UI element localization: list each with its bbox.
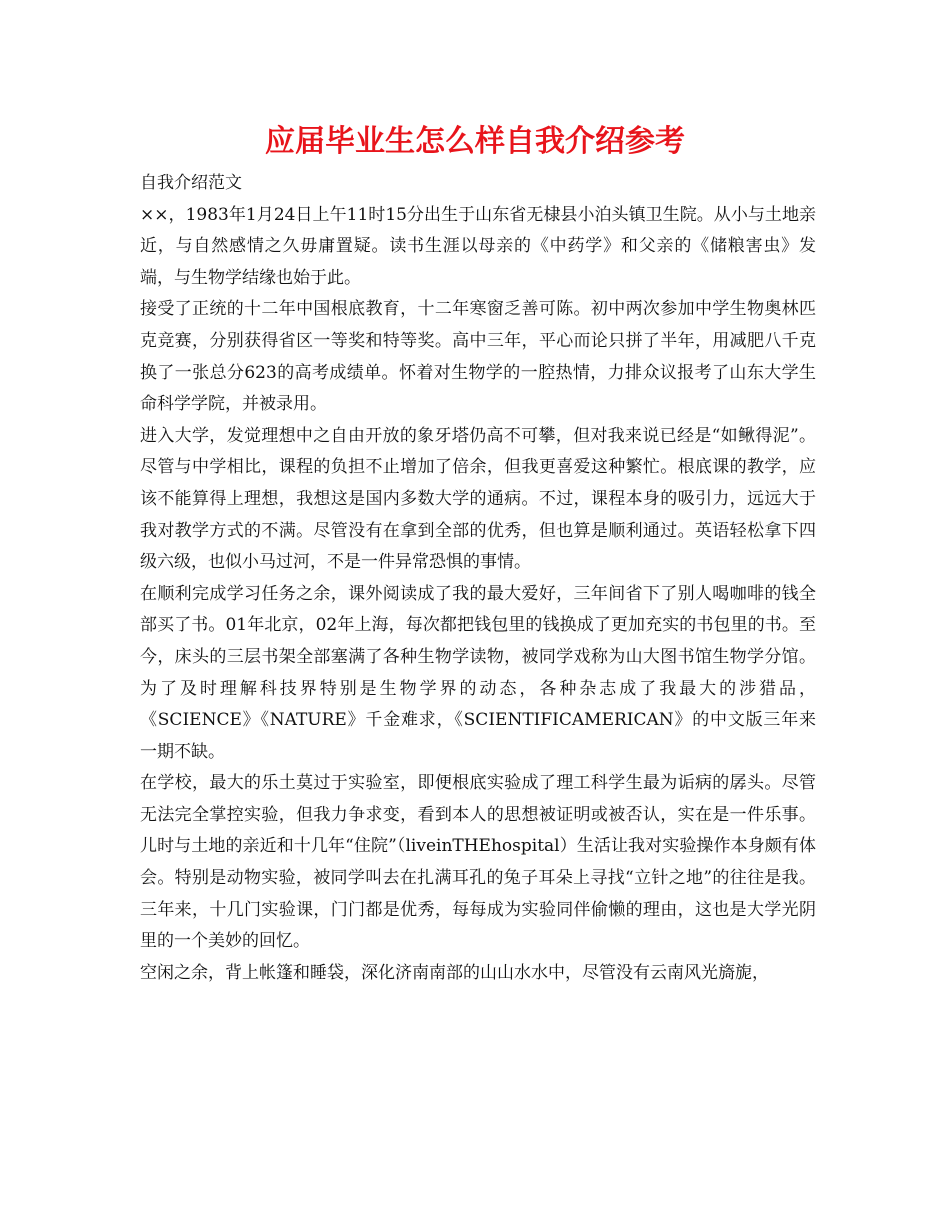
paragraph-4: 在顺利完成学习任务之余，课外阅读成了我的最大爱好，三年间省下了别人喝咖啡的钱全部买了书。01年北京，02年上海，每次都把钱包里的钱换成了更加充实的书包里的书。至今，床头的三层书架全部塞满了各种生物学读物，被同学戏称为山大图书馆生物学分馆。为了及时理解科技界特别是生物学界的动态，各种杂志成了我最大的涉猎品，《SCIENCE》《NATURE》千金难求，《SCIENTIFICAMERICAN》的中文版三年来一期不缺。 (140, 583, 816, 762)
document-body (140, 168, 816, 989)
paragraph-2: 接受了正统的十二年中国根底教育，十二年寒窗乏善可陈。初中两次参加中学生物奥林匹克竞赛，分别获得省区一等奖和特等奖。高中三年，平心而论只拼了半年，用减肥八千克换了一张总分623的高考成绩单。怀着对生物学的一腔热情，力排众议报考了山东大学生命科学学院，并被录用。 (140, 299, 816, 415)
page-title: 应届毕业生怎么样自我介绍参考 (265, 124, 685, 159)
paragraph-3: 进入大学，发觉理想中之自由开放的象牙塔仍高不可攀，但对我来说已经是“如鳅得泥”。尽管与中学相比，课程的负担不止增加了倍余，但我更喜爱这种繁忙。根底课的教学，应该不能算得上理想，我想这是国内多数大学的通病。不过，课程本身的吸引力，远远大于我对教学方式的不满。尽管没有在拿到全部的优秀，但也算是顺利通过。英语轻松拿下四级六级，也似小马过河，不是一件异常恐惧的事情。 (140, 425, 816, 573)
section-subtitle: 自我介绍范文 (140, 173, 242, 193)
paragraph-1: ××，1983年1月24日上午11时15分出生于山东省无棣县小泊头镇卫生院。从小与土地亲近，与自然感情之久毋庸置疑。读书生涯以母亲的《中药学》和父亲的《储粮害虫》发端，与生物学结缘也始于此。 (140, 204, 816, 288)
paragraph-5: 在学校，最大的乐土莫过于实验室，即便根底实验成了理工科学生最为诟病的孱头。尽管无法完全掌控实验，但我力争求变，看到本人的思想被证明或被否认，实在是一件乐事。儿时与土地的亲近和十几年“住院”（liveinTHEhospital）生活让我对实验操作本身颇有体会。特别是动物实验，被同学叫去在扎满耳孔的兔子耳朵上寻找“立针之地”的往往是我。三年来，十几门实验课，门门都是优秀，每每成为实验同伴偷懒的理由，这也是大学光阴里的一个美妙的回忆。 (140, 773, 816, 952)
paragraph-6: 空闲之余，背上帐篷和睡袋，深化济南南部的山山水水中，尽管没有云南风光旖旎， (140, 962, 769, 983)
